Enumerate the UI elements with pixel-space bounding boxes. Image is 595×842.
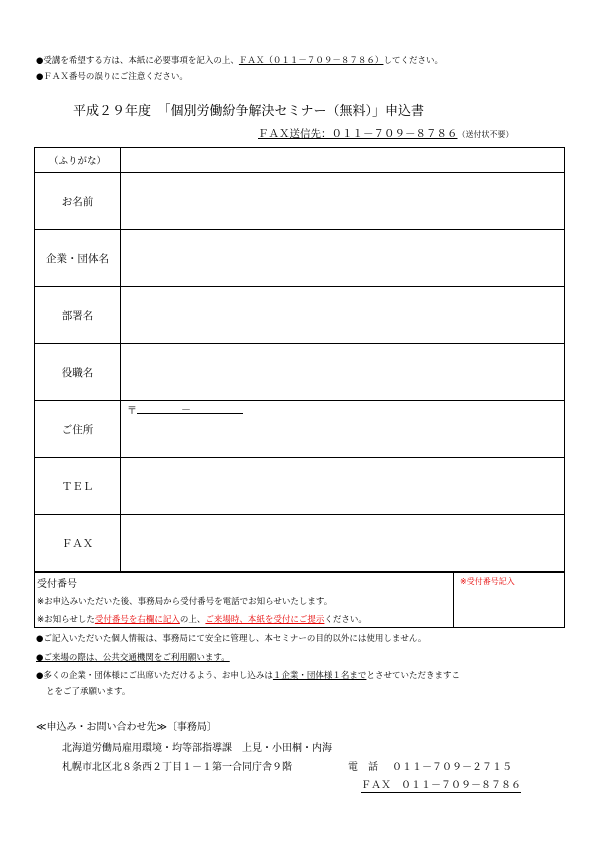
tel-label: ＴＥＬ bbox=[35, 458, 121, 515]
receipt-note-2 bbox=[37, 613, 367, 625]
address-input[interactable] bbox=[121, 401, 565, 458]
contact-fax: ＦＡＸ ０１１－７０９－８７８６ bbox=[361, 776, 521, 793]
contact-tel-number: ０１１－７０９－２７１５ bbox=[392, 762, 512, 773]
fax-destination bbox=[258, 126, 514, 141]
contact-tel-label: 電 話 bbox=[348, 762, 378, 773]
receipt-note-2-c: の上、 bbox=[179, 615, 206, 625]
position-label: 役職名 bbox=[35, 344, 121, 401]
note-limit-a: ●多くの企業・団体様にご出席いただけるよう、お申し込みは bbox=[36, 671, 273, 681]
intro-fax-number: ＦＡＸ（０１１－７０９－８７８６） bbox=[238, 56, 384, 66]
application-form bbox=[34, 147, 565, 572]
position-input[interactable] bbox=[121, 344, 565, 401]
fax-input[interactable] bbox=[121, 515, 565, 572]
intro-line-1-text: ●受講を希望する方は、本紙に必要事項を記入の上、 bbox=[36, 56, 239, 66]
furigana-label: （ふりがな） bbox=[35, 148, 121, 173]
receipt-note-1: ※お申込みいただいた後、事務局から受付番号を電話でお知らせいたします。 bbox=[37, 597, 333, 607]
row-address bbox=[35, 401, 565, 458]
row-furigana bbox=[35, 148, 565, 173]
receipt-section bbox=[34, 572, 565, 628]
note-privacy: ●ご記入いただいた個人情報は、事務局にて安全に管理し、本セミナーの目的以外には使用しません。 bbox=[36, 634, 427, 644]
note-transport: ●ご来場の際は、公共交通機関をご利用願います。 bbox=[36, 653, 230, 663]
row-department bbox=[35, 287, 565, 344]
company-input[interactable] bbox=[121, 230, 565, 287]
receipt-note-2-a: ※お知らせした bbox=[37, 615, 95, 625]
company-label: 企業・団体名 bbox=[35, 230, 121, 287]
contact-header: ≪申込み・お問い合わせ先≫〔事務局〕 bbox=[36, 722, 217, 733]
row-company bbox=[35, 230, 565, 287]
page-title: 平成２９年度 「個別労働紛争解決セミナー（無料）」申込書 bbox=[73, 104, 425, 119]
address-label: ご住所 bbox=[35, 401, 121, 458]
intro-line-2: ●ＦＡＸ番号の誤りにご注意ください。 bbox=[36, 72, 188, 82]
intro-line-1 bbox=[36, 54, 443, 66]
contact-org: 北海道労働局雇用環境・均等部指導課 上見・小田桐・内海 bbox=[62, 743, 332, 754]
receipt-box-label: ※受付番号記入 bbox=[460, 577, 515, 586]
row-position bbox=[35, 344, 565, 401]
receipt-note-2-e: ください。 bbox=[324, 615, 367, 625]
receipt-note-2-b: 受付番号を右欄に記入 bbox=[94, 615, 180, 625]
contact-tel bbox=[348, 758, 512, 773]
intro-line-1-tail: してください。 bbox=[383, 56, 443, 66]
contact-address bbox=[62, 758, 292, 773]
contact-address-text: 札幌市北区北８条西２丁目１－１第一合同庁舎９階 bbox=[62, 762, 292, 773]
receipt-label: 受付番号 bbox=[37, 579, 77, 590]
note-limit-c: とさせていただきますこ bbox=[366, 671, 460, 681]
receipt-note-2-d: ご来場時、本紙を受付にご提示 bbox=[205, 615, 325, 625]
postal-dash: － bbox=[181, 405, 191, 416]
postal-mark: 〒 bbox=[127, 406, 137, 417]
postal-code-line bbox=[137, 402, 243, 414]
row-fax bbox=[35, 515, 565, 572]
department-label: 部署名 bbox=[35, 287, 121, 344]
fax-label: ＦＡＸ bbox=[35, 515, 121, 572]
department-input[interactable] bbox=[121, 287, 565, 344]
note-limit bbox=[36, 669, 460, 681]
row-tel bbox=[35, 458, 565, 515]
row-name bbox=[35, 173, 565, 230]
postal-code-field[interactable] bbox=[127, 402, 243, 417]
furigana-input[interactable] bbox=[121, 148, 565, 173]
name-label: お名前 bbox=[35, 173, 121, 230]
note-limit-cont: とをご了承願います。 bbox=[46, 687, 131, 697]
receipt-number-box[interactable] bbox=[453, 573, 564, 627]
tel-input[interactable] bbox=[121, 458, 565, 515]
name-input[interactable] bbox=[121, 173, 565, 230]
note-limit-b: １企業・団体様１名まで bbox=[272, 671, 367, 681]
fax-destination-label: ＦＡＸ送信先：０１１－７０９－８７８６ bbox=[258, 128, 458, 140]
fax-destination-note: （送付状不要） bbox=[457, 130, 514, 139]
